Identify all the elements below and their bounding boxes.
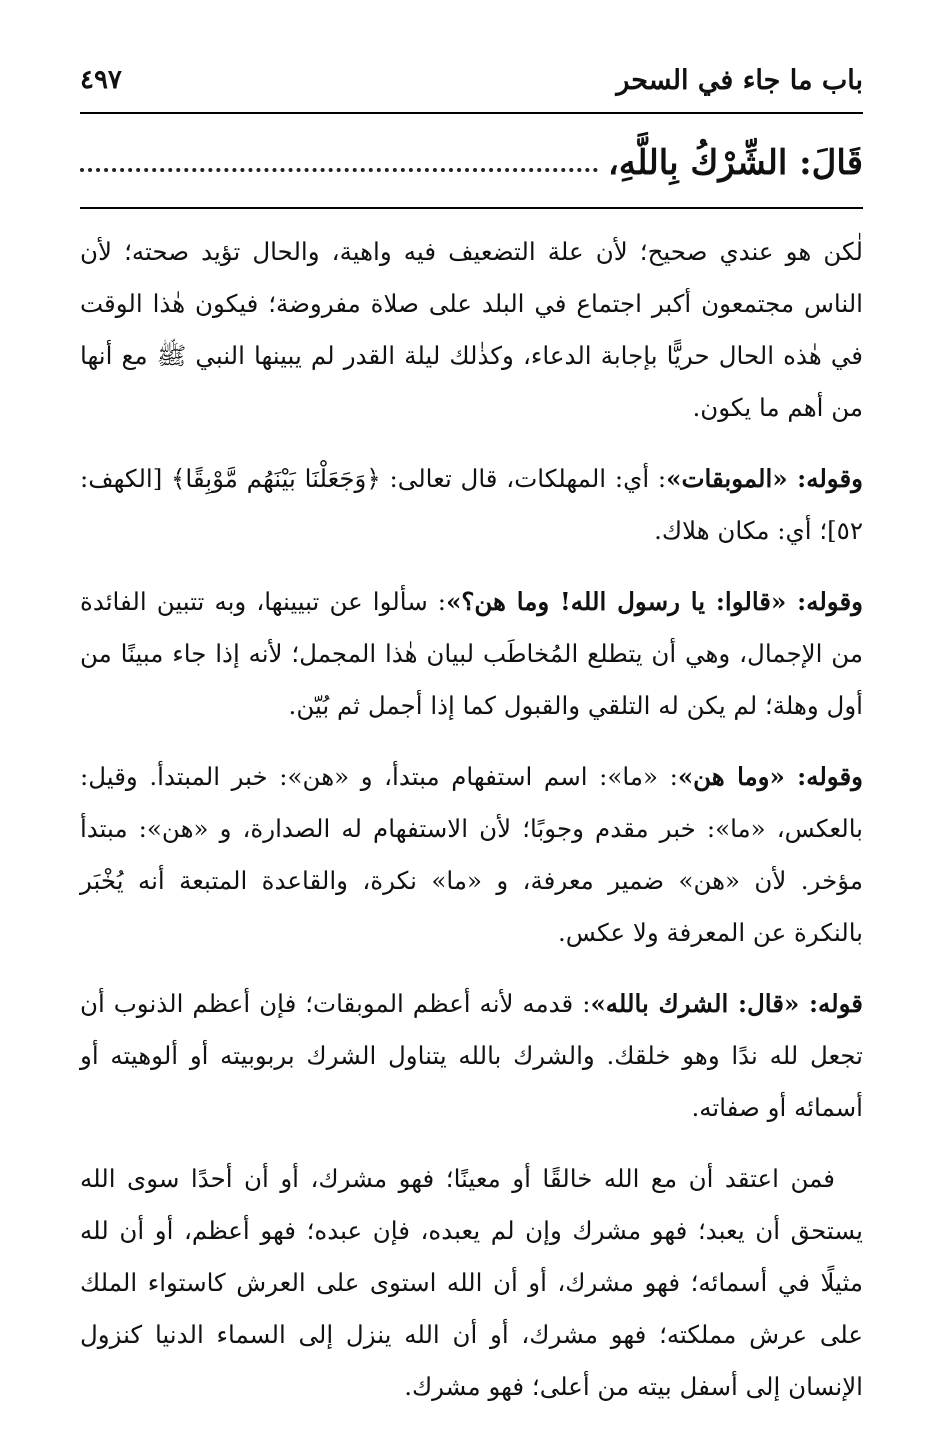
paragraph-lead: وقوله: «وما هن» xyxy=(677,762,864,791)
dotted-leader xyxy=(80,154,598,172)
commentary-body xyxy=(80,226,863,1432)
matn-divider xyxy=(80,207,863,209)
paragraph-lead: قوله: «قال: الشرك بالله» xyxy=(590,989,863,1018)
paragraph-text: : «ما»: اسم استفهام مبتدأ، و «هن»: خبر المبتدأ. وقيل: بالعكس، «ما»: خبر مقدم وجوبًا؛ لأن الاستفهام له الصدارة، و «هن»: مبتدأ مؤخر. لأن «هن» ضمير معرفة، و «ما» نكرة، والقاعدة المتبعة أنه يُخْبَر بالنكرة عن المعرفة ولا عكس. xyxy=(80,762,863,947)
paragraph xyxy=(80,978,863,1134)
header-divider xyxy=(80,112,863,114)
paragraph xyxy=(80,453,863,557)
paragraph-text: لٰكن هو عندي صحيح؛ لأن علة التضعيف فيه واهية، والحال تؤيد صحته؛ لأن الناس مجتمعون أكبر اجتماع في البلد على صلاة مفروضة؛ فيكون هٰذا الوقت في هٰذه الحال حريًّا بإجابة الدعاء، وكذٰلك ليلة القدر لم يبينها النبي ﷺ مع أنها من أهم ما يكون. xyxy=(80,237,863,422)
paragraph-text: : سألوا عن تبيينها، وبه تتبين الفائدة من الإجمال، وهي أن يتطلع المُخاطَب لبيان هٰذا المجمل؛ لأنه إذا جاء مبينًا من أول وهلة؛ لم يكن له التلقي والقبول كما إذا أجمل ثم بُيّن. xyxy=(80,587,863,720)
paragraph xyxy=(80,1153,863,1413)
paragraph xyxy=(80,226,863,434)
page-number: ٤٩٧ xyxy=(80,65,122,95)
paragraph-lead: وقوله: «قالوا: يا رسول الله! وما هن؟» xyxy=(446,587,863,616)
matn-line xyxy=(80,138,863,188)
paragraph-lead: وقوله: «الموبقات» xyxy=(666,464,863,493)
matn-text: قَالَ: الشِّرْكُ بِاللَّهِ، xyxy=(607,143,863,183)
chapter-title: باب ما جاء في السحر xyxy=(616,64,863,96)
paragraph xyxy=(80,576,863,732)
paragraph-text: : أي: المهلكات، قال تعالى: ﴿وَجَعَلْنَا بَيْنَهُم مَّوْبِقًا﴾ [الكهف: ٥٢]؛ أي: مكان هلاك. xyxy=(80,464,863,545)
paragraph-text: : قدمه لأنه أعظم الموبقات؛ فإن أعظم الذنوب أن تجعل لله ندًا وهو خلقك. والشرك بالله يتناول الشرك بربوبيته أو ألوهيته أو أسمائه أو صفاته. xyxy=(80,989,863,1122)
paragraph xyxy=(80,751,863,959)
paragraph-text: فمن اعتقد أن مع الله خالقًا أو معينًا؛ فهو مشرك، أو أن أحدًا سوى الله يستحق أن يعبد؛ فهو مشرك وإن لم يعبده، فإن عبده؛ فهو أعظم، أو أن لله مثيلًا في أسمائه؛ فهو مشرك، أو أن الله استوى على العرش كاستواء الملك على عرش مملكته؛ فهو مشرك، أو أن الله ينزل إلى السماء الدنيا كنزول الإنسان إلى أسفل بيته من أعلى؛ فهو مشرك. xyxy=(80,1164,863,1401)
running-header xyxy=(80,58,863,102)
